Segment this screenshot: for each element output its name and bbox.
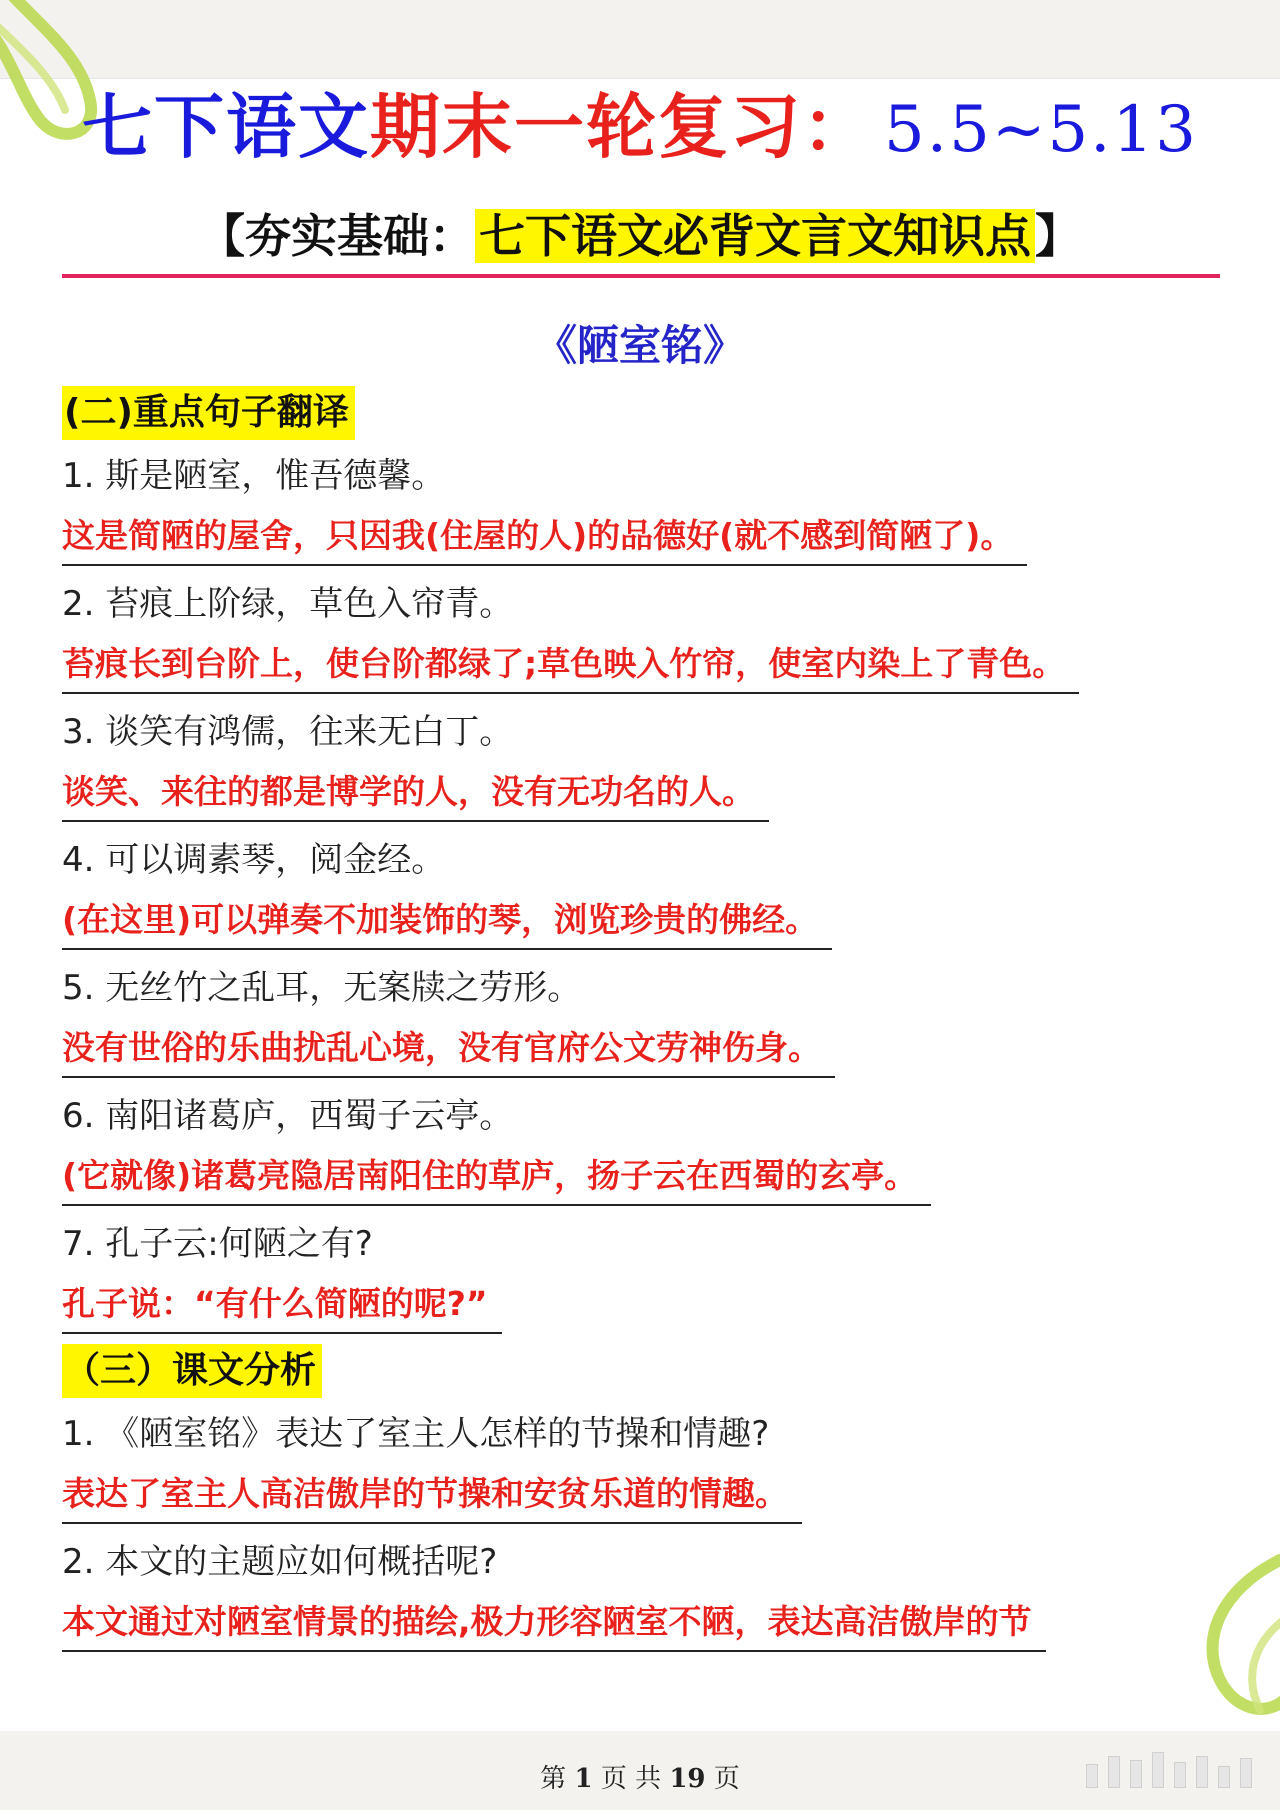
subtitle-open: 【夯实基础： [199,209,475,263]
footer-prefix: 第 [540,1764,567,1794]
watermark-bars-icon [1086,1752,1252,1788]
subtitle-highlight: 七下语文必背文言文知识点 [475,209,1035,263]
answer-line: 孔子说：“有什么简陋的呢?” [62,1276,502,1334]
title-red-part: 期末一轮复习： [370,85,875,168]
answer-line: 苔痕长到台阶上，使台阶都绿了;草色映入竹帘，使室内染上了青色。 [62,636,1079,694]
question-line: 5. 无丝竹之乱耳，无案牍之劳形。 [62,968,582,1008]
title-dates: 5.5~5.13 [884,93,1198,167]
question-line: 2. 苔痕上阶绿，草色入帘青。 [62,584,514,624]
question-line: 1. 斯是陋室，惟吾德馨。 [62,456,446,496]
answer-line: 本文通过对陋室情景的描绘,极力形容陋室不陋，表达高洁傲岸的节 [62,1594,1046,1652]
answer-line: 没有世俗的乐曲扰乱心境，没有官府公文劳神伤身。 [62,1020,835,1078]
footer-suffix: 页 [713,1764,740,1794]
question-line: 3. 谈笑有鸿儒，往来无白丁。 [62,712,514,752]
answer-line: 谈笑、来往的都是博学的人，没有无功名的人。 [62,764,769,822]
question-line: 7. 孔子云:何陋之有? [62,1224,373,1264]
answer-line: (在这里)可以弹奏不加装饰的琴，浏览珍贵的佛经。 [62,892,832,950]
question-line: 4. 可以调素琴，阅金经。 [62,840,446,880]
page-subtitle [0,200,1280,272]
question-line: 2. 本文的主题应如何概括呢? [62,1542,498,1582]
question-line: 1. 《陋室铭》表达了室主人怎样的节操和情趣? [62,1414,770,1454]
question-line: 6. 南阳诸葛庐，西蜀子云亭。 [62,1096,514,1136]
section-heading: (二)重点句子翻译 [62,386,355,440]
answer-line: 表达了室主人高洁傲岸的节操和安贫乐道的情趣。 [62,1466,802,1524]
footer-total-pages: 19 [669,1764,706,1794]
content-body [62,386,1222,1654]
answer-line: 这是简陋的屋舍，只因我(住屋的人)的品德好(就不感到简陋了)。 [62,508,1027,566]
footer-middle: 页 共 [600,1764,662,1794]
answer-line: (它就像)诸葛亮隐居南阳住的草庐，扬子云在西蜀的玄亭。 [62,1148,931,1206]
section-heading: （三）课文分析 [62,1344,322,1398]
title-divider [62,274,1220,278]
subtitle-close: 】 [1035,209,1081,263]
doc-title: 《陋室铭》 [534,321,745,370]
footer-page-number: 1 [574,1764,593,1794]
title-blue-part: 七下语文 [82,85,371,168]
page-main-title [0,84,1280,173]
